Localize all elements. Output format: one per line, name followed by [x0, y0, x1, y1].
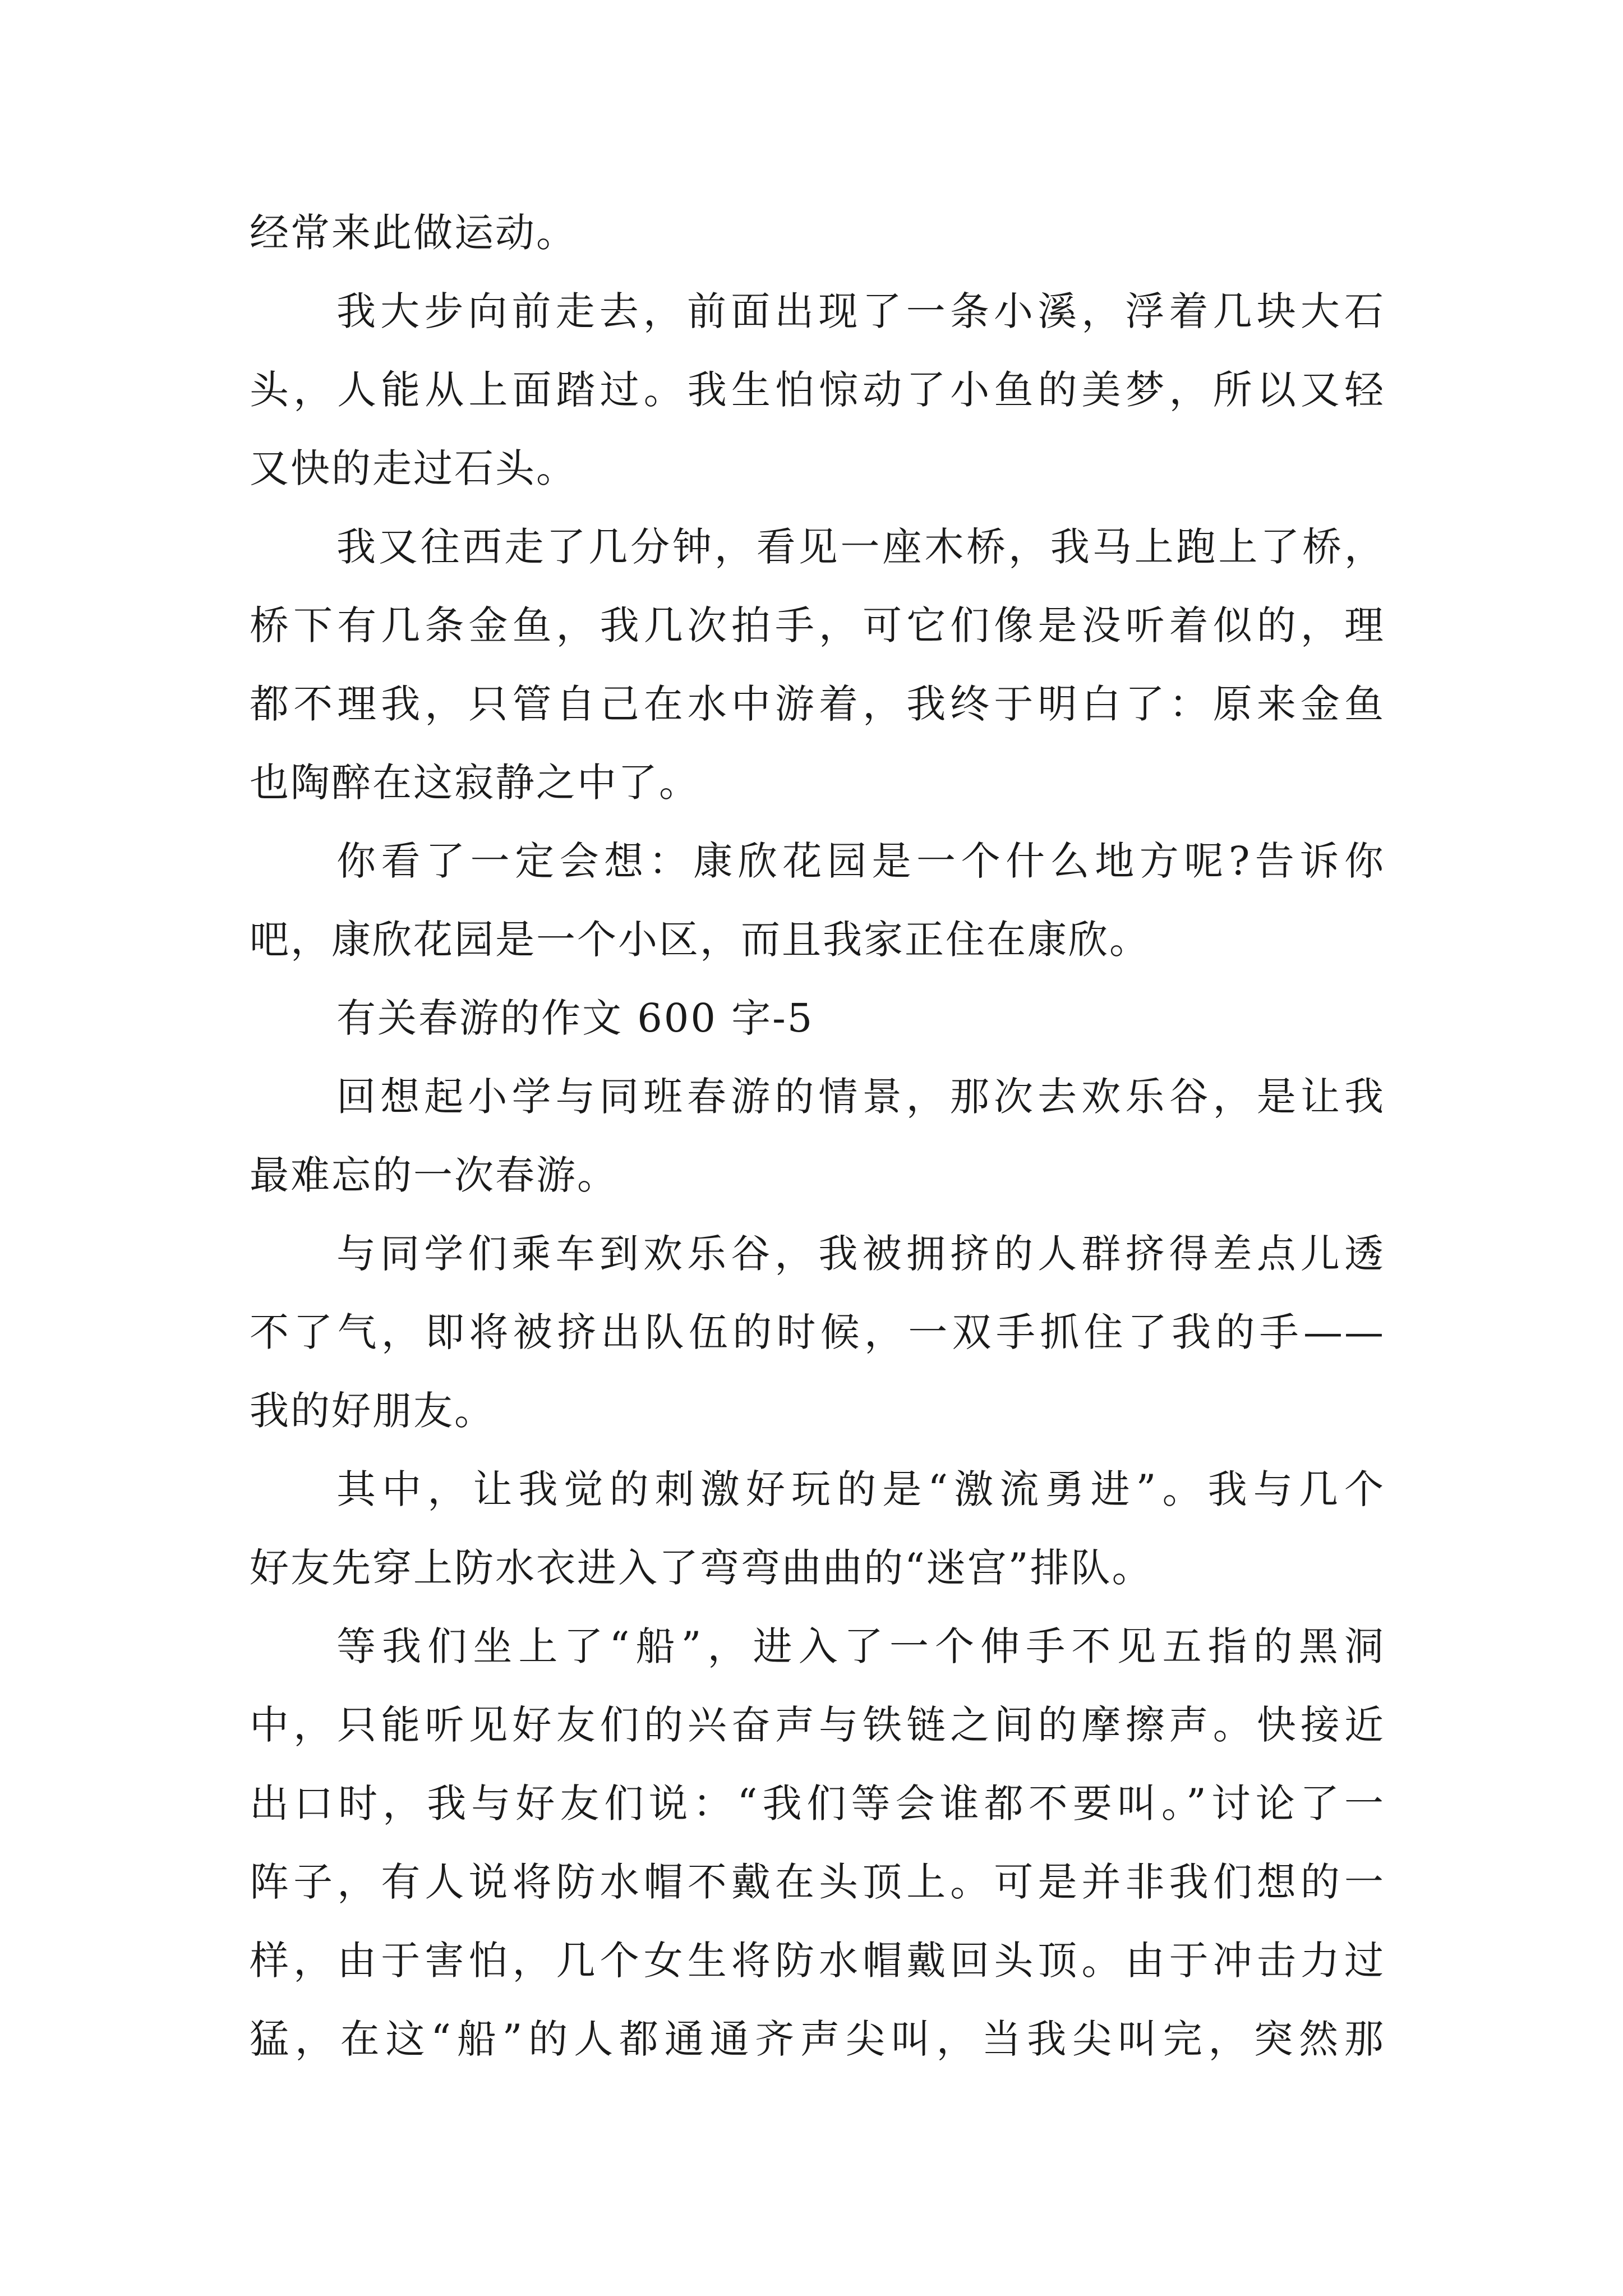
text-line: 与同学们乘车到欢乐谷，我被拥挤的人群挤得差点儿透 [336, 1231, 1385, 1277]
text-line: 样，由于害怕，几个女生将防水帽戴回头顶。由于冲击力过 [250, 1938, 1385, 1984]
text-line: 猛，在这“船”的人都通通齐声尖叫，当我尖叫完，突然那 [250, 2016, 1385, 2062]
text-line: 你看了一定会想：康欣花园是一个什么地方呢?告诉你 [336, 838, 1385, 884]
section-heading: 有关春游的作文 600 字-5 [336, 995, 814, 1041]
text-line: 经常来此做运动。 [250, 210, 577, 256]
text-line: 出口时，我与好友们说：“我们等会谁都不要叫。”讨论了一 [250, 1780, 1385, 1826]
text-line: 都不理我，只管自己在水中游着，我终于明白了：原来金鱼 [250, 681, 1385, 727]
text-line: 不了气，即将被挤出队伍的时候，一双手抓住了我的手—— [250, 1309, 1385, 1355]
text-line: 我又往西走了几分钟，看见一座木桥，我马上跑上了桥， [336, 524, 1385, 570]
text-line: 好友先穿上防水衣进入了弯弯曲曲的“迷宫”排队。 [250, 1545, 1153, 1591]
text-line: 桥下有几条金鱼，我几次拍手，可它们像是没听着似的，理 [250, 602, 1385, 648]
text-line: 等我们坐上了“船”，进入了一个伸手不见五指的黑洞 [336, 1623, 1385, 1669]
text-line: 又快的走过石头。 [250, 445, 577, 491]
text-line: 也陶醉在这寂静之中了。 [250, 760, 700, 806]
text-line: 阵子，有人说将防水帽不戴在头顶上。可是并非我们想的一 [250, 1859, 1385, 1905]
text-line: 我大步向前走去，前面出现了一条小溪，浮着几块大石 [336, 288, 1385, 334]
text-line: 我的好朋友。 [250, 1388, 495, 1434]
text-line: 吧，康欣花园是一个小区，而且我家正住在康欣。 [250, 917, 1150, 963]
text-line: 最难忘的一次春游。 [250, 1152, 618, 1198]
text-line: 其中，让我觉的刺激好玩的是“激流勇进”。我与几个 [336, 1466, 1385, 1512]
text-line: 头，人能从上面踏过。我生怕惊动了小鱼的美梦，所以又轻 [250, 367, 1385, 413]
text-line: 回想起小学与同班春游的情景，那次去欢乐谷，是让我 [336, 1074, 1385, 1120]
text-line: 中，只能听见好友们的兴奋声与铁链之间的摩擦声。快接近 [250, 1702, 1385, 1748]
